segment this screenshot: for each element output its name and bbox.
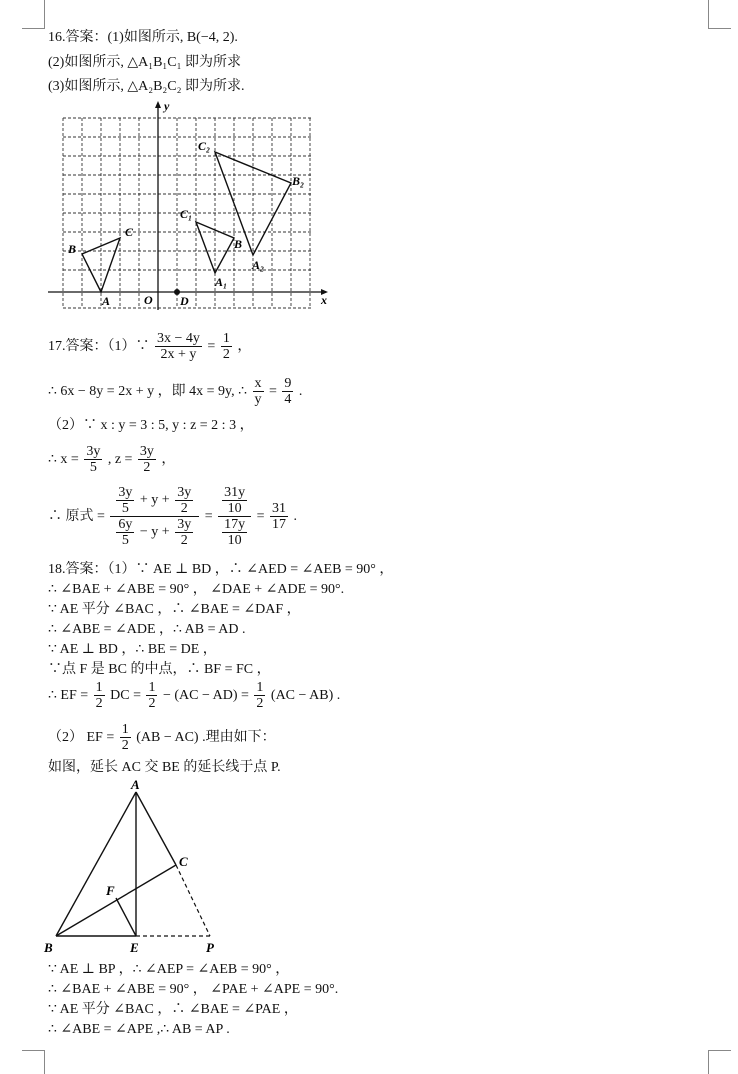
q18-line-4: ∴ ∠ABE = ∠ADE ，∴ AB = AD . [48,622,246,637]
fraction: $\frac{x}{y}$ [254,376,262,408]
fraction: $\frac{9}{4}$ [284,376,292,408]
y-axis-arrow [155,101,161,108]
fig-label-C: C [179,854,188,869]
q18-line-10: ∵ AE ⊥ BP ，∴ ∠AEP = ∠AEB = 90° ， [48,962,290,977]
q18-line-13: ∴ ∠ABE = ∠APE ,∴ AB = AP . [48,1022,230,1037]
q16-line-2: (2)如图所示, △A₁B₁C₁ 即为所求 [48,55,242,70]
label-C: C [125,225,134,239]
fraction: $\frac{1}{2}$ [121,722,129,754]
fraction: $\frac{1}{2}$ [95,680,103,712]
label-A: A [102,294,111,308]
corner-mark-bottom-left [22,1050,45,1074]
q18-line-9: 如图，延长 AC 交 BE 的延长线于点 P. [48,760,281,775]
q18-line-12: ∵ AE 平分 ∠BAC ，∴ ∠BAE = ∠PAE ， [48,1002,298,1017]
label-B2: B₂ [292,174,305,188]
q17-line-1: 17.答案：（1）∵ $\frac{3x - 4y}{2x + y}$ = $\frac{1}{2}$ ， [48,331,252,363]
fraction: $\frac{3y}{2}$ [139,444,154,476]
fraction: $\frac{1}{2}$ [256,680,264,712]
corner-mark-bottom-right [708,1050,731,1074]
q16-line-1: 16.答案：(1)如图所示, B(−4, 2). [48,30,238,45]
label-A2: A₂ [252,258,265,272]
origin-label: O [144,293,153,307]
label-B: B [68,242,77,256]
fig-label-P: P [206,940,214,955]
label-C1: C₁ [180,207,193,221]
q17-line-3: （2）∵ x : y = 3 : 5, y : z = 2 : 3 ， [48,418,254,433]
fig-label-A: A [131,778,140,792]
label-B1: B [234,237,243,251]
compound-fraction: $\frac{\frac{31y}{10}}{\frac{17y}{10}}$ [218,485,251,548]
fraction: $\frac{3y}{5}$ [86,444,101,476]
fig-label-F: F [106,883,115,898]
label-D: D [180,294,189,308]
label-A1: A₁ [215,275,228,289]
compound-fraction: $\frac{3y}{5}$ + y + $\frac{3y}{2}$ $\frac{6y}{5}$ − y + $\frac{3y}{2}$ [110,485,199,548]
q16-line-3: (3)如图所示, △A₂B₂C₂ 即为所求. [48,79,245,94]
fraction: $\frac{3x - 4y}{2x + y}$ [157,331,200,363]
q18-line-8: （2） EF = $\frac{1}{2}$ (AB − AC) .理由如下： [48,722,276,754]
q18-line-5: ∵ AE ⊥ BD ，∴ BE = DE ， [48,642,217,657]
fig-label-E: E [130,940,139,955]
coordinate-grid-figure [46,98,336,314]
q18-line-11: ∴ ∠BAE + ∠ABE = 90° ， ∠PAE + ∠APE = 90°. [48,982,339,997]
fraction: $\frac{1}{2}$ [148,680,156,712]
fraction: $\frac{1}{2}$ [222,331,230,363]
corner-mark-top-left [22,0,45,29]
q17-head: 17.答案：（1）∵ [48,339,150,354]
corner-mark-top-right [708,0,731,29]
fraction: $\frac{31}{17}$ [272,501,287,533]
triangle-figure [40,778,230,958]
x-axis-label: x [321,293,327,307]
q18-line-3: ∵ AE 平分 ∠BAC ，∴ ∠BAE = ∠DAF ， [48,602,301,617]
q18-line-7: ∴ EF = $\frac{1}{2}$ DC = $\frac{1}{2}$ − (AC − AD) = $\frac{1}{2}$ (AC − AB) . [48,680,341,712]
y-axis-label: y [164,99,170,113]
fig-label-B: B [44,940,53,955]
q17-line-5: ∴ 原式 = $\frac{3y}{5}$ + y + $\frac{3y}{2}$ $\frac{6y}{5}$ − y + $\frac{3y}{2}$ = $\frac{\frac{31y}{10}}{\frac{17y}{10}}$ = $\frac{31}{17}$ . [48,485,298,549]
q17-line-2: ∴ 6x − 8y = 2x + y ，即 4x = 9y, ∴ $\frac{x}{y}$ = $\frac{9}{4}$ . [48,376,303,408]
q18-line-6: ∵点 F 是 BC 的中点，∴ BF = FC ， [48,662,271,677]
q18-line-1: 18.答案：（1）∵ AE ⊥ BD ，∴ ∠AED = ∠AEB = 90° ， [48,562,394,577]
q18-line-2: ∴ ∠BAE + ∠ABE = 90° ， ∠DAE + ∠ADE = 90°. [48,582,345,597]
label-C2: C₂ [198,139,211,153]
q17-line-4: ∴ x = $\frac{3y}{5}$ , z = $\frac{3y}{2}$ ， [48,444,176,476]
